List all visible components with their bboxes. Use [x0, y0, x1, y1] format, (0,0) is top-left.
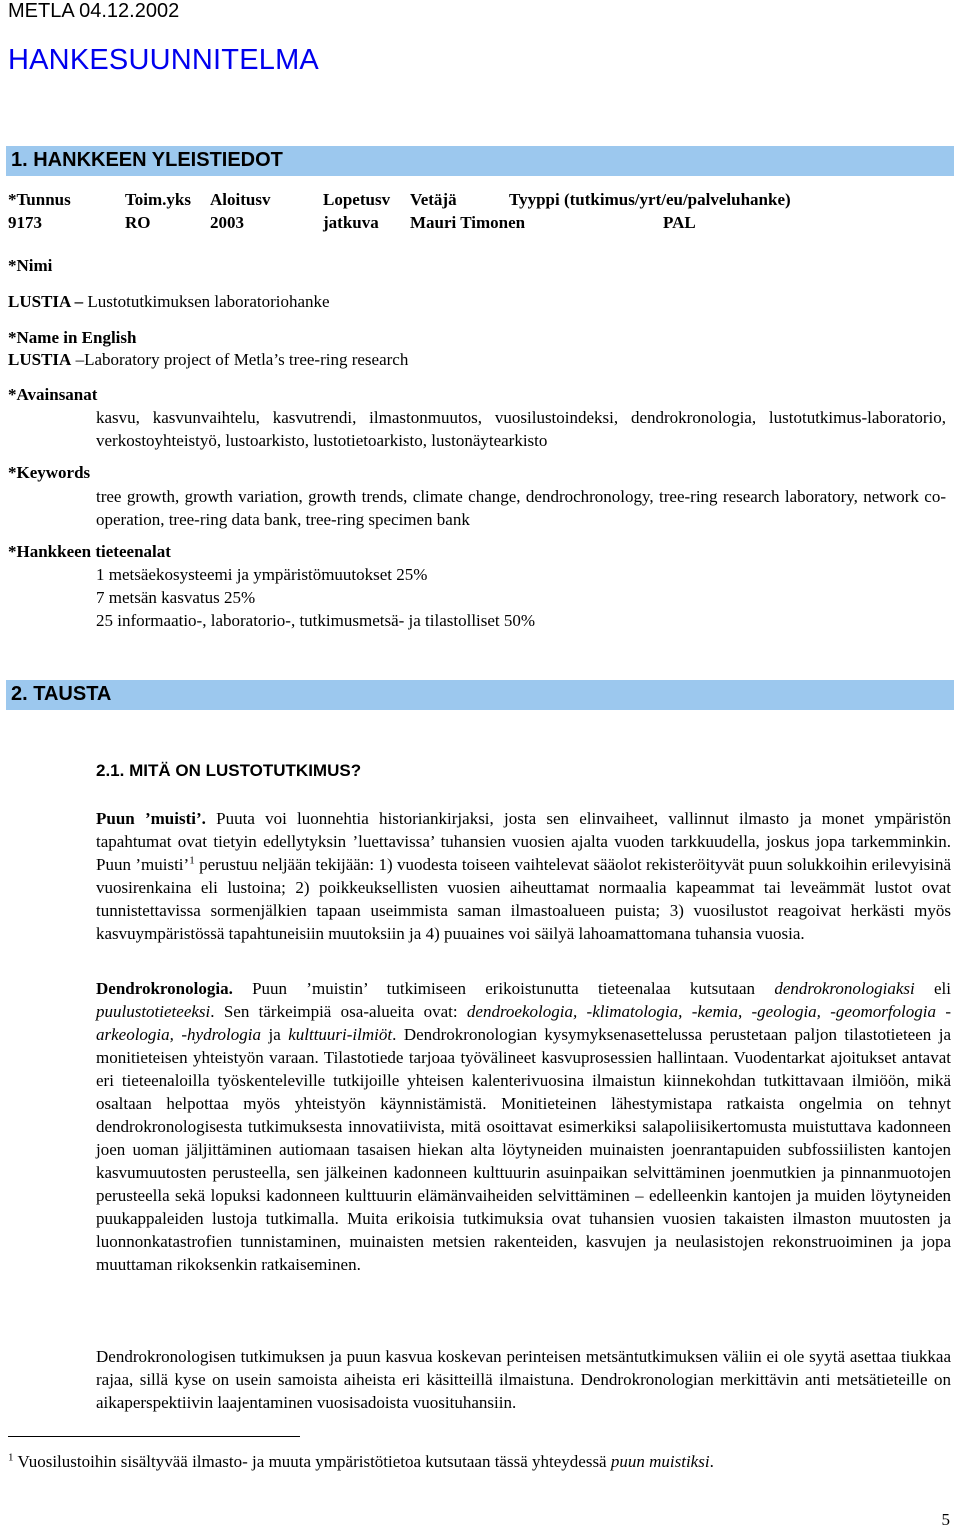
- footnote: [8, 1452, 714, 1472]
- section-2-heading: 2. TAUSTA: [11, 683, 112, 705]
- p2-text-e: . Dendrokronologian kysymyksenasettelussa perustetaan paljon tilastotieteen ja monitieteisen yhteistyön varaan. Tilastotiede tarjoaa työvälineet kasvuprosessien hallintaan. Vuodentarkat ajoitukset antavat eri tieteenaloilla työskenteleville tutkijoille yhteisen kalenterivuosina ilmaistun kiinnekohdan tutkittavaan ilmiöön, mikä osaltaan helpottaa myös yhteistyön käynnistämistä. Monitieteinen lähestymistapa ratkaista ongelmia on tehnyt dendrokronologisesta tutkimuksesta innovatiivista, mitä osoittavat esimerkiksi salapoliisikertomusta muistuttava kadonneen joen uoman jäljittäminen autiomaan tasaisen hiekan alta löytyneiden muinaisten joenrantapuiden subfossiilisten kantojen kasvumuutosten perusteella, sen jälkeinen kadonneen kulttuurin asuinpaikan selvittäminen joenmutkien ja pinnanmuotojen perusteella sekä lopuksi kadonneen kulttuurin elämänvaiheiden selvittäminen – edelleenkin kantojen ja muiden löytyneiden puukappaleiden lustoja tutkimalla. Muita erikoisia tutkimuksia ovat tuhansien vuosien takaisten ilmaston muutosten ja luonnonkatastrofien tunnistaminen, muinaisten metsien rakenteiden, kasvujen ja neulasistojen rekonstruoiminen ja jopa muuttaman rikoksenkin ratkaiseminen.: [96, 1025, 951, 1274]
- project-name-bold: LUSTIA: [8, 292, 71, 311]
- p2-text-b: eli: [914, 979, 951, 998]
- col-vetaja: Vetäjä: [410, 190, 457, 209]
- field-item-25: 25 informaatio-, laboratorio-, tutkimusmetsä- ja tilastolliset 50%: [96, 611, 536, 630]
- footnote-mark: 1: [8, 1451, 14, 1464]
- p2-text-c: . Sen tärkeimpiä osa-alueita ovat:: [210, 1002, 467, 1021]
- p2-text-d: ja: [261, 1025, 289, 1044]
- p2-italic-4: kulttuuri-ilmiöt: [288, 1025, 393, 1044]
- footnote-rule: [8, 1436, 300, 1437]
- p1-lead: Puun ’muisti’.: [96, 809, 206, 828]
- project-name-en: [8, 350, 408, 370]
- fields-label: *Hankkeen tieteenalat: [8, 542, 171, 561]
- keywords-fi-label: *Avainsanat: [8, 385, 98, 404]
- p2-italic-2: puulustotieteeksi: [96, 1002, 211, 1021]
- header-org-date: METLA 04.12.2002: [8, 0, 180, 22]
- p2-italic-3: dendroekologia, -klimatologia, -kemia, -geologia, -geomorfologia -arkeologia, -hydrologia: [96, 1002, 951, 1044]
- project-name-en-bold: LUSTIA: [8, 350, 72, 369]
- name-label: *Nimi: [8, 256, 53, 275]
- footnote-text: Vuosilustoihin sisältyvää ilmasto- ja muuta ympäristötietoa kutsutaan tässä yhteydessä: [13, 1452, 611, 1471]
- field-item-7: 7 metsän kasvatus 25%: [96, 588, 256, 607]
- val-tunnus: 9173: [8, 213, 42, 232]
- page-number: 5: [941, 1510, 950, 1529]
- paragraph-puun-muisti: [96, 807, 951, 945]
- keywords-en: tree growth, growth variation, growth trends, climate change, dendrochronology, tree-ring research laboratory, network co-operation, tree-ring data bank, tree-ring specimen bank: [96, 487, 946, 529]
- footnote-italic: puun muistiksi: [610, 1452, 710, 1471]
- col-tunnus: *Tunnus: [8, 190, 71, 209]
- name-en-label: *Name in English: [8, 328, 137, 347]
- p1-text-a: Puuta voi luonnehtia historiankirjaksi, josta sen elinvaiheet, vallinnut ilmasto ja monet ympäristön tapahtumat ovat tietyin edellytyksin ’luettavissa’ tuhansien vuosien ajalta vuoden tarkkuudella, joskus jopa tarkemminkin. Puun ’muisti’: [96, 809, 951, 874]
- val-aloitusv: 2003: [210, 213, 244, 232]
- document-title: HANKESUUNNITELMA: [8, 44, 319, 76]
- keywords-fi: kasvu, kasvunvaihtelu, kasvutrendi, ilmastonmuutos, vuosilustoindeksi, dendrokronologia, lustotutkimus-laboratorio, verkostoyhteistyö, lustoarkisto, lustotietoarkisto, lustonäytearkisto: [96, 408, 946, 450]
- section-1-heading: 1. HANKKEEN YLEISTIEDOT: [11, 149, 283, 171]
- p2-text-a: Puun ’muistin’ tutkimiseen erikoistunutta tieteenalaa kutsutaan: [232, 979, 775, 998]
- p1-text-b: perustuu neljään tekijään: 1) vuodesta toiseen vaihtelevat sääolot rekisteröityvät puun solukkoihin erilevyisinä vuosirenkaina eli lustoina; 2) poikkeuksellisten vuosien aiheuttamat normaalia kapeammat tai leveämmät lustot ovat tunnistettavissa sormenjälkien tapaan useimmista saman ilmastoalueen puista; 3) vuosilustot reagoivat herkästi myös kasvuympäristössä tapahtuneisiin muutoksiin ja 4) puuaines voi säilyä lahoamattomana tuhansia vuosia.: [96, 855, 951, 943]
- project-name: [8, 292, 330, 312]
- col-lopetusv: Lopetusv: [323, 190, 391, 209]
- subsection-heading: 2.1. MITÄ ON LUSTOTUTKIMUS?: [96, 761, 362, 780]
- val-lopetusv: jatkuva: [323, 213, 379, 232]
- paragraph-dendrokronologia: [96, 977, 951, 1276]
- val-tyyppi: PAL: [663, 213, 696, 232]
- col-aloitusv: Aloitusv: [210, 190, 271, 209]
- val-toimyks: RO: [125, 213, 151, 232]
- paragraph-conclusion: Dendrokronologisen tutkimuksen ja puun kasvua koskevan perinteisen metsäntutkimuksen väliin ei ole syytä asettaa tiukkaa rajaa, sillä kyse on usein samoista aiheista eri käsitteillä ilmaistuna. Dendrokronologian merkittävin anti metsätieteille on aikaperspektiivin laajentaminen vuosisadoista vuosituhansiin.: [96, 1347, 951, 1412]
- keywords-en-label: *Keywords: [8, 463, 91, 482]
- col-tyyppi: Tyyppi (tutkimus/yrt/eu/palveluhanke): [509, 190, 791, 209]
- footnote-ref: 1: [189, 854, 195, 867]
- project-name-dash: –: [70, 292, 88, 311]
- section-2-band: [6, 680, 954, 710]
- project-name-en-rest: –Laboratory project of Metla’s tree-ring research: [71, 350, 409, 369]
- footnote-end: .: [709, 1452, 714, 1471]
- project-name-rest: Lustotutkimuksen laboratoriohanke: [87, 292, 330, 311]
- field-item-1: 1 metsäekosysteemi ja ympäristömuutokset 25%: [96, 565, 428, 584]
- section-1-band: [6, 146, 954, 176]
- p2-lead: Dendrokronologia.: [96, 979, 233, 998]
- col-toimyks: Toim.yks: [125, 190, 191, 209]
- val-vetaja: Mauri Timonen: [410, 213, 526, 232]
- p2-italic-1: dendrokronologiaksi: [774, 979, 915, 998]
